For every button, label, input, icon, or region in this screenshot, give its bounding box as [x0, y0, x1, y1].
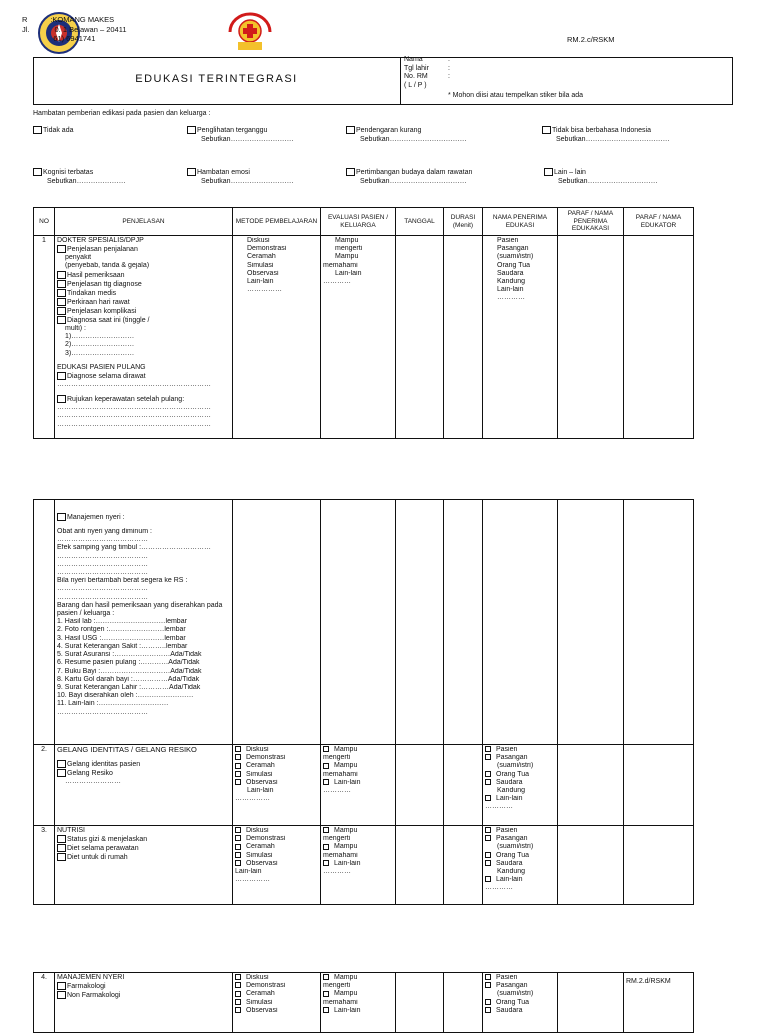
- col-tanggal: TANGGAL: [396, 208, 444, 236]
- hambatan-option[interactable]: Tidak bisa berbahasa Indonesia Sebutkan………………………………: [542, 126, 670, 144]
- hambatan-option[interactable]: Pendengaran kurang Sebutkan……………………………: [346, 126, 467, 144]
- penjelasan-cell: NUTRISI Status gizi & menjelaskan Diet selama perawatan Diet untuk di rumah: [55, 826, 233, 905]
- penerima-cell: Pasien Pasangan (suami/istri) Orang Tua Saudara: [483, 973, 558, 1033]
- col-paraf-edukator: PARAF / NAMA EDUKATOR: [624, 208, 694, 236]
- col-penjelasan: PENJELASAN: [55, 208, 233, 236]
- paraf-edukator-cell[interactable]: [624, 236, 694, 439]
- col-evaluasi: EVALUASI PASIEN / KELUARGA: [321, 208, 396, 236]
- penjelasan-cell: MANAJEMEN NYERI Farmakologi Non Farmakologi: [55, 973, 233, 1033]
- penerima-cell: Pasien Pasangan (suami/istri) Orang Tua Saudara Kandung Lain-lain …………: [483, 826, 558, 905]
- tanggal-cell[interactable]: [396, 236, 444, 439]
- patient-info: Nama : Tgl lahir : No. RM : ( L / P ): [404, 56, 450, 89]
- header-divider: [400, 57, 401, 105]
- row-number: 3.: [34, 826, 55, 905]
- hospital-logo-icon: [226, 12, 274, 52]
- penerima-cell: Pasien Pasangan (suami/istri) Orang Tua Saudara Kandung Lain-lain …………: [483, 236, 558, 439]
- metode-cell: Diskusi Demonstrasi Ceramah Simulasi Observasi Lain-lain ……………: [233, 236, 321, 439]
- penjelasan-cell: Manajemen nyeri : Obat anti nyeri yang diminum : ………………………………… Efek samping yang timbul :………………………… ………………………………… ………………………………… ………………………………… Bila nyeri bertambah berat segera ke RS : ………………………………… ………………………………… Barang dan hasil pemeriksaan yang diserahkan pada pasien / keluarga : 1. Hasil lab :…………………………lembar 2. Foto rontgen :……………………lembar 3. Hasil USG :………………………lembar 4. Surat Keterangan Sakit :………..lembar 5. Surat Asuransi :……………………Ada/Tidak 6. Resume pasien pulang :…………Ada/Tidak 7. Buku Bayi :…………………………Ada/Tidak 8. Kartu Gol darah bayi :……………Ada/Tidak 9. Surat Keterangan Lahir :…………Ada/Tidak 10. Bayi diserahkan oleh :…………………… 11. Lain-lain :………………………… …………………………………: [55, 500, 233, 745]
- hambatan-option[interactable]: Kognisi terbatas Sebutkan…………………: [33, 168, 126, 186]
- checkbox[interactable]: [187, 126, 196, 134]
- durasi-cell[interactable]: [444, 236, 483, 439]
- metode-cell: Diskusi Demonstrasi Ceramah Simulasi Observasi: [233, 973, 321, 1033]
- metode-cell: Diskusi Demonstrasi Ceramah Simulasi Observasi Lain-lain ……………: [233, 745, 321, 826]
- col-no: NO: [34, 208, 55, 236]
- hambatan-option[interactable]: Hambatan emosi Sebutkan………………………: [187, 168, 294, 186]
- hambatan-title: Hambatan pemberian edikasi pada pasien dan keluarga :: [33, 110, 211, 117]
- table-row: [34, 500, 694, 745]
- col-nama-penerima: NAMA PENERIMA EDUKASI: [483, 208, 558, 236]
- checkbox[interactable]: [33, 126, 42, 134]
- education-table-continued: [33, 499, 694, 905]
- evaluasi-cell: Mampu mengerti Mampu memahami Lain-lain …………: [321, 236, 396, 439]
- hambatan-option[interactable]: Lain – lain Sebutkan…………………………: [544, 168, 658, 186]
- evaluasi-cell: Mampu mengerti Mampu memahami Lain-lain: [321, 973, 396, 1033]
- paraf-penerima-cell[interactable]: [558, 236, 624, 439]
- checkbox[interactable]: [33, 168, 42, 176]
- education-table: [33, 207, 694, 439]
- row-number: 1: [34, 236, 55, 439]
- hambatan-option[interactable]: Tidak ada: [33, 126, 73, 135]
- checkbox[interactable]: [542, 126, 551, 134]
- checkbox[interactable]: [346, 126, 355, 134]
- hambatan-option[interactable]: Penglihatan terganggu Sebutkan………………………: [187, 126, 294, 144]
- table-row: [34, 826, 694, 905]
- form-code: RM.2.c/RSKM: [567, 35, 615, 44]
- evaluasi-cell: Mampu mengerti Mampu memahami Lain-lain …………: [321, 826, 396, 905]
- penjelasan-cell: DOKTER SPESIALIS/DPJP Penjelasan penjalanan penyakit (penyebab, tanda & gejala) Hasil pemeriksaan Penjelasan ttg diagnose Tindakan medis Perkiraan hari rawat Penjelasan komplikasi Diagnosa saat ini (tinggle / multi) : 1)……………………… 2)……………………… 3)……………………… EDUKASI PASIEN PULANG Diagnose selama dirawat ………………………………………………………… Rujukan keperawatan setelah pulang: ………………………………………………………… ………………………………………………………… …………………………………………………………: [55, 236, 233, 439]
- row-number: 4.: [34, 973, 55, 1033]
- evaluasi-cell: Mampu mengerti Mampu memahami Lain-lain …………: [321, 745, 396, 826]
- table-row: [34, 236, 694, 439]
- row-number: 2.: [34, 745, 55, 826]
- hambatan-option[interactable]: Pertimbangan budaya dalam rawatan Sebutkan……………………………: [346, 168, 472, 186]
- col-durasi: DURASI (Menit): [444, 208, 483, 236]
- checkbox[interactable]: [187, 168, 196, 176]
- form-code-2: RM.2.d/RSKM: [624, 973, 694, 1033]
- hospital-address: R :KOMANG MAKES Jl. 0. 1 Belawan – 20411 61) 6941741: [22, 15, 127, 43]
- penerima-cell: Pasien Pasangan (suami/istri) Orang Tua Saudara Kandung Lain-lain …………: [483, 745, 558, 826]
- col-metode: METODE PEMBELAJARAN: [233, 208, 321, 236]
- page-title: EDUKASI TERINTEGRASI: [135, 73, 298, 85]
- penjelasan-cell: GELANG IDENTITAS / GELANG RESIKO Gelang identitas pasien Gelang Resiko ……………………: [55, 745, 233, 826]
- sticker-note: * Mohon diisi atau tempelkan stiker bila ada: [448, 92, 584, 99]
- col-paraf-penerima: PARAF / NAMA PENERIMA EDUKAKASI: [558, 208, 624, 236]
- checkbox[interactable]: [346, 168, 355, 176]
- metode-cell: Diskusi Demonstrasi Ceramah Simulasi Observasi Lain-lain ……………: [233, 826, 321, 905]
- table-header-row: [34, 208, 694, 236]
- checkbox[interactable]: [544, 168, 553, 176]
- table-row: [34, 745, 694, 826]
